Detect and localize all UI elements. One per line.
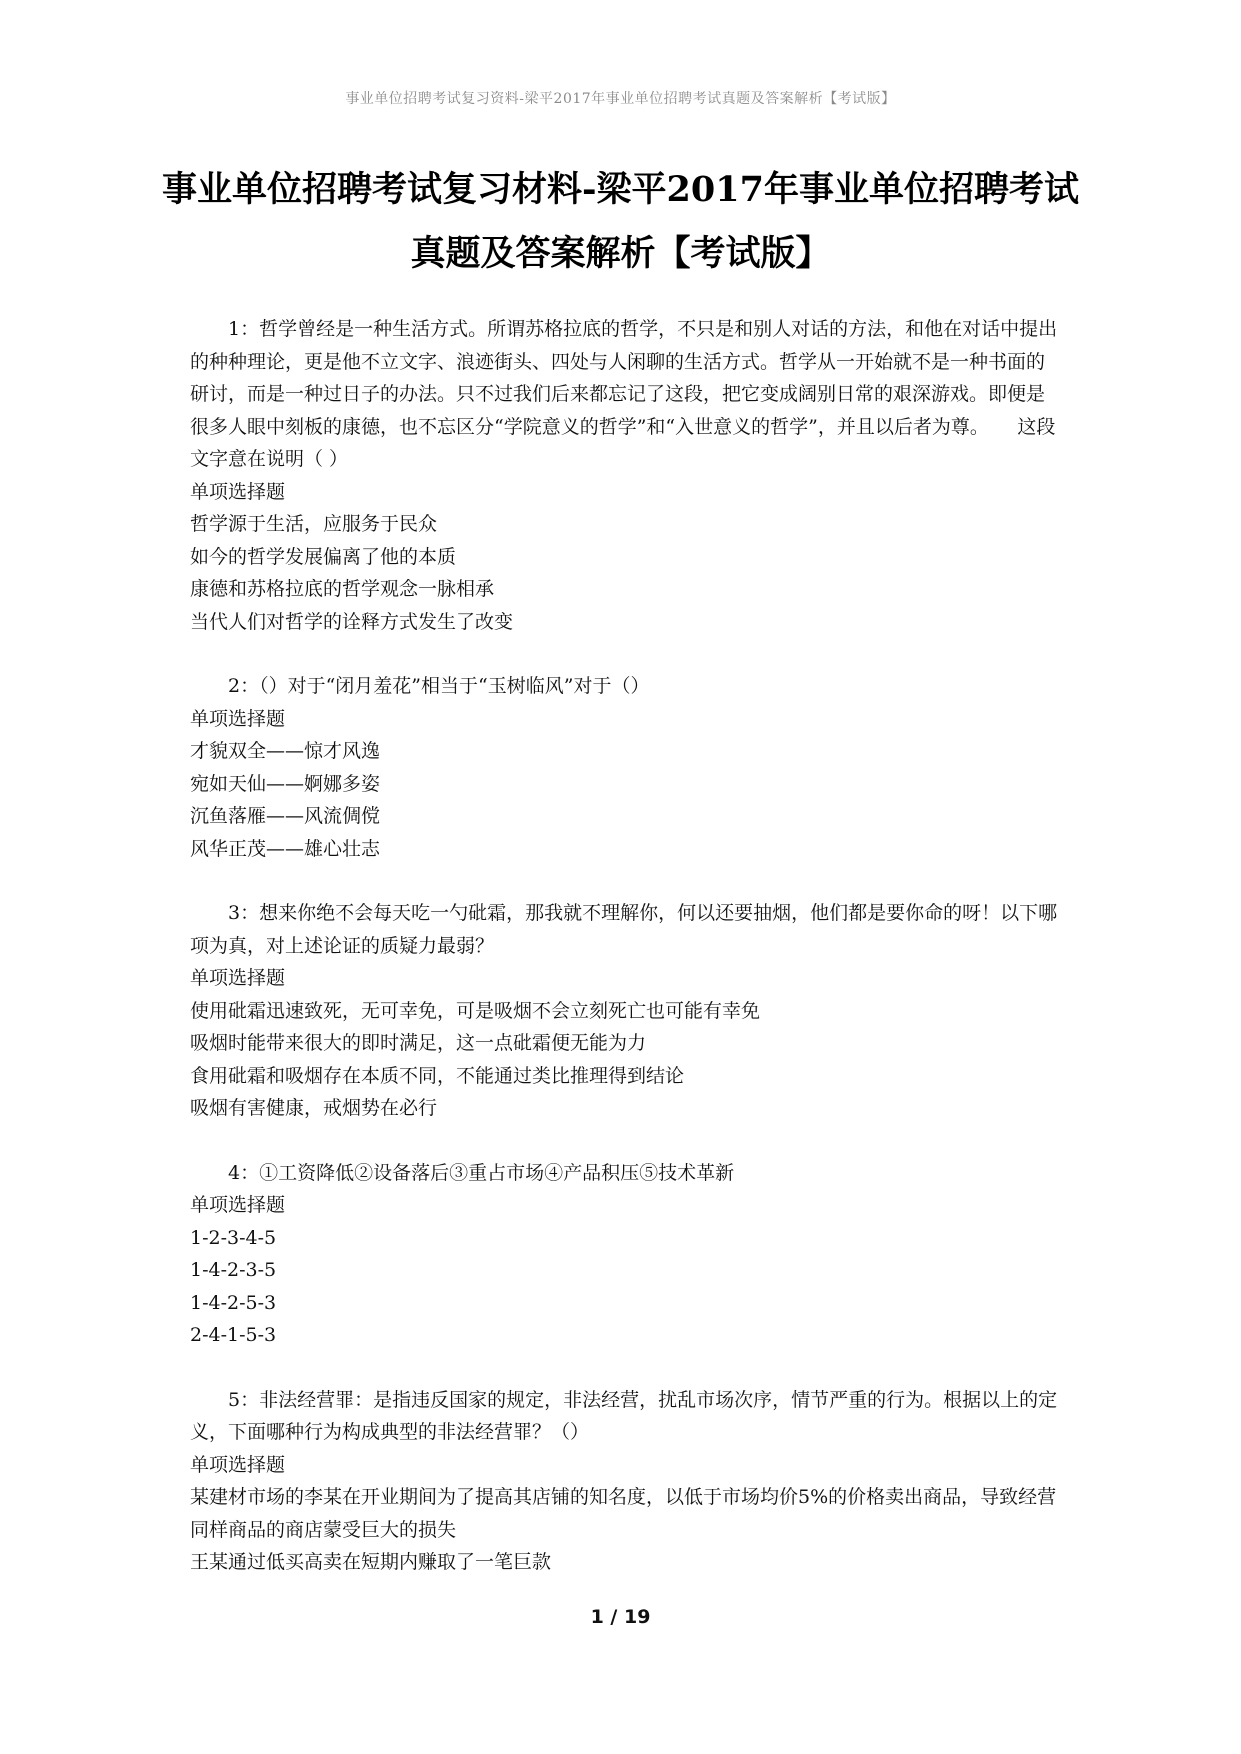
answer-option: 1-4-2-3-5: [190, 1259, 277, 1281]
answer-option: 宛如天仙——婀娜多姿: [190, 772, 381, 795]
answer-option: 如今的哲学发展偏离了他的本质: [190, 545, 457, 568]
answer-option: 哲学源于生活，应服务于民众: [190, 513, 438, 535]
question-2: [190, 670, 1059, 865]
running-header: 事业单位招聘考试复习资料-梁平2017年事业单位招聘考试真题及答案解析【考试版】: [345, 91, 896, 107]
question-stem: 4：①工资降低②设备落后③重占市场④产品积压⑤技术革新: [228, 1161, 735, 1184]
answer-option: 某建材市场的李某在开业期间为了提高其店铺的知名度，以低于市场均价5%的价格卖出商品，导致经营同样商品的商店蒙受巨大的损失: [190, 1486, 1057, 1541]
answer-option: 才貌双全——惊才风逸: [190, 740, 381, 762]
question-stem: 1：哲学曾经是一种生活方式。所谓苏格拉底的哲学，不只是和别人对话的方法，和他在对话中提出的种种理论，更是他不立文字、浪迹街头、四处与人闲聊的生活方式。哲学从一开始就不是一种书面的研讨，而是一种过日子的办法。只不过我们后来都忘记了这段，把它变成阔别日常的艰深游戏。即便是很多人眼中刻板的康德，也不忘区分“学院意义的哲学”和“入世意义的哲学”，并且以后者为尊。 这段文字意在说明（ ）: [190, 318, 1058, 470]
page-number: 1 / 19: [590, 1606, 651, 1628]
answer-option: 食用砒霜和吸烟存在本质不同，不能通过类比推理得到结论: [190, 1064, 685, 1087]
question-type: 单项选择题: [190, 967, 286, 989]
answer-option: 2-4-1-5-3: [190, 1324, 277, 1346]
answer-option: 使用砒霜迅速致死，无可幸免，可是吸烟不会立刻死亡也可能有幸免: [190, 999, 761, 1022]
answer-option: 王某通过低买高卖在短期内赚取了一笔巨款: [190, 1551, 552, 1573]
question-5: [190, 1384, 1059, 1579]
question-type: 单项选择题: [190, 480, 286, 503]
question-4: [190, 1157, 1059, 1352]
question-stem: 2：（）对于“闭月羞花”相当于“玉树临风”对于（）: [228, 675, 650, 697]
question-type: 单项选择题: [190, 1194, 286, 1216]
question-stem: 5：非法经营罪：是指违反国家的规定，非法经营，扰乱市场次序，情节严重的行为。根据以上的定义，下面哪种行为构成典型的非法经营罪？（）: [190, 1388, 1058, 1443]
document-title: 事业单位招聘考试复习材料-梁平2017年事业单位招聘考试真题及答案解析【考试版】: [162, 169, 1079, 274]
answer-option: 吸烟时能带来很大的即时满足，这一点砒霜便无能为力: [190, 1032, 647, 1054]
answer-option: 当代人们对哲学的诠释方式发生了改变: [190, 610, 514, 633]
answer-option: 风华正茂——雄心壮志: [190, 837, 381, 860]
question-stem: 3：想来你绝不会每天吃一勺砒霜，那我就不理解你，何以还要抽烟，他们都是要你命的呀！以下哪项为真，对上述论证的质疑力最弱？: [190, 902, 1058, 957]
question-3: [190, 897, 1059, 1125]
answer-option: 吸烟有害健康，戒烟势在必行: [190, 1097, 438, 1119]
question-1: [190, 313, 1059, 638]
question-list: [190, 313, 1059, 1611]
question-type: 单项选择题: [190, 1453, 286, 1476]
question-type: 单项选择题: [190, 707, 286, 730]
answer-option: 1-4-2-5-3: [190, 1291, 277, 1314]
answer-option: 1-2-3-4-5: [190, 1226, 277, 1249]
answer-option: 康德和苏格拉底的哲学观念一脉相承: [190, 578, 495, 600]
answer-option: 沉鱼落雁——风流倜傥: [190, 805, 381, 827]
